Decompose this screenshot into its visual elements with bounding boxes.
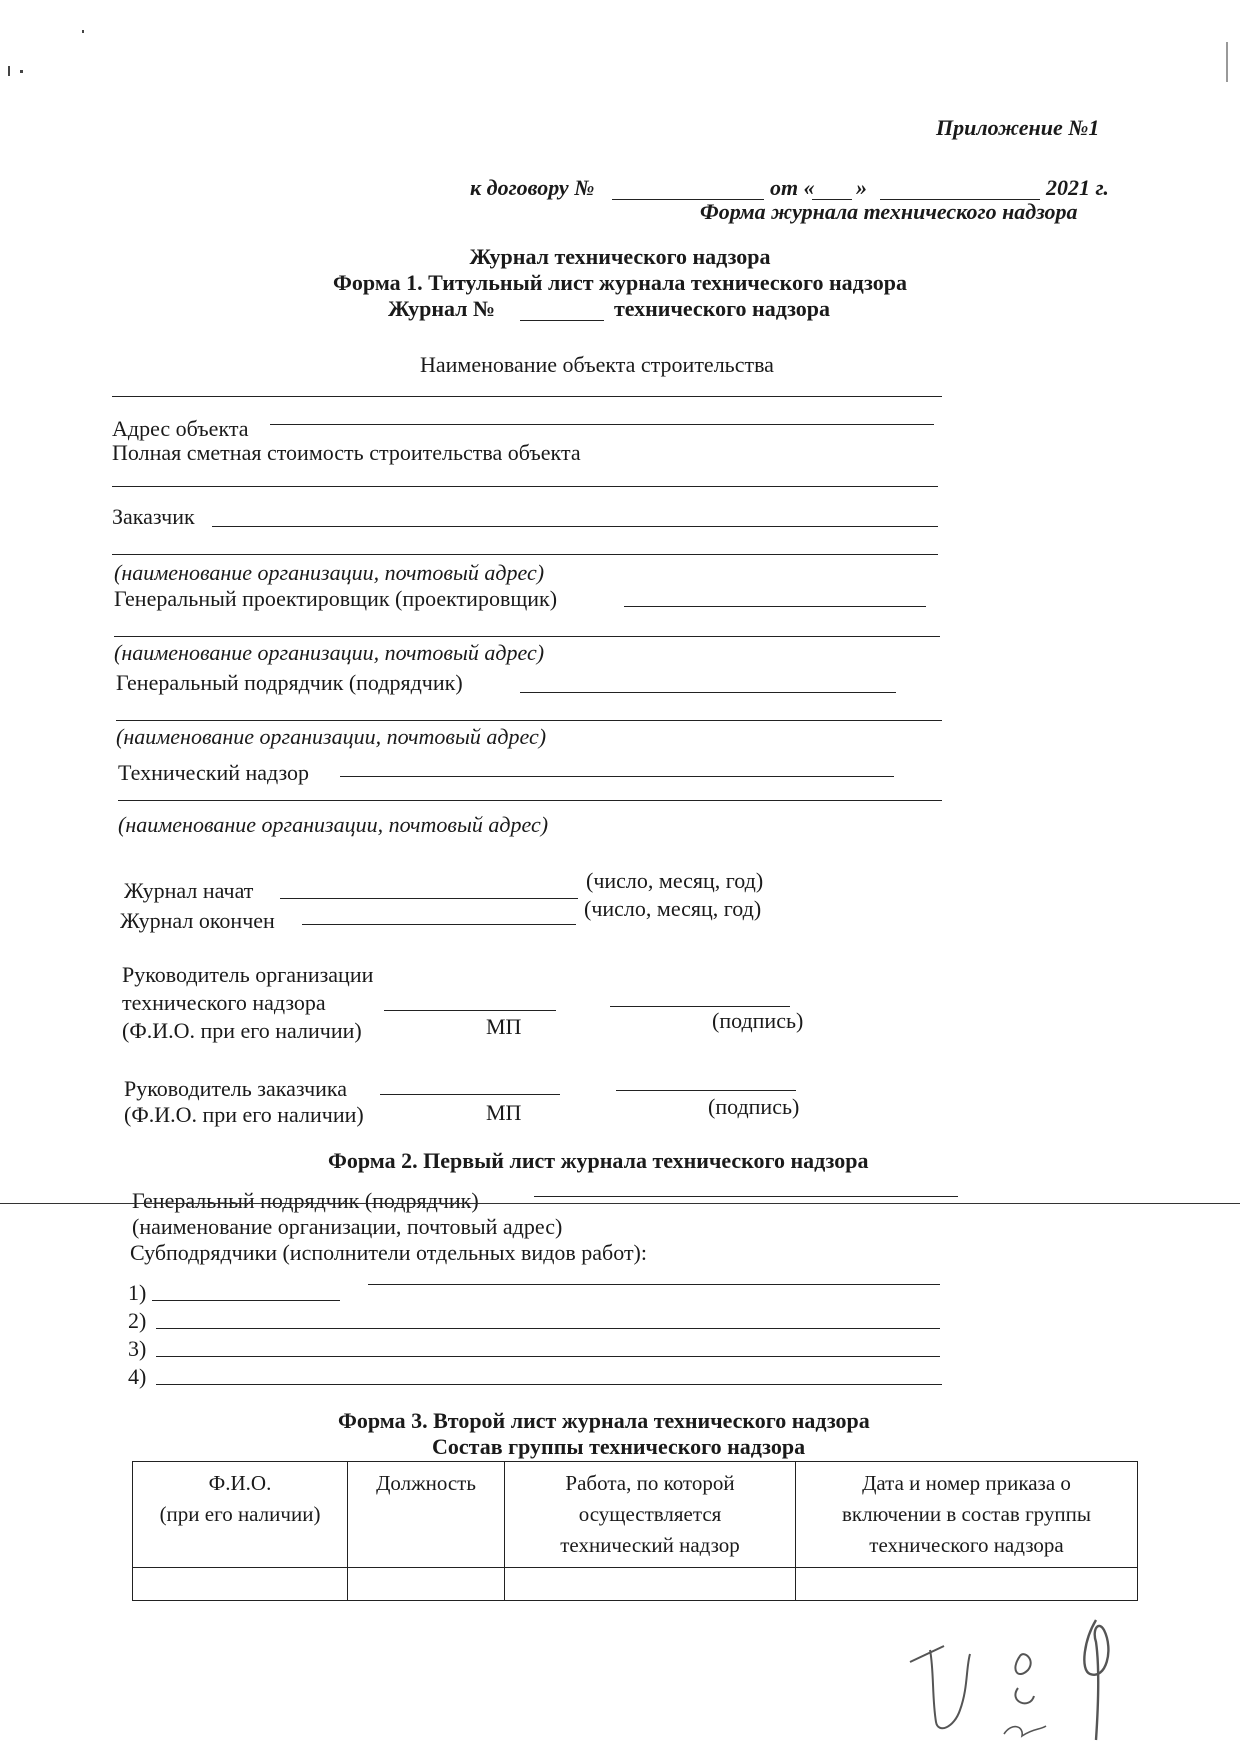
column-header-order: Дата и номер приказа о включении в состав группы технического надзора: [796, 1462, 1138, 1568]
head-org-fio-hint: (Ф.И.О. при его наличии): [122, 1018, 362, 1043]
journal-started-date-hint: (число, месяц, год): [586, 868, 764, 893]
estimate-label: Полная сметная стоимость строительства объекта: [112, 440, 581, 465]
table-row: [133, 1568, 1138, 1601]
contractor-org-hint: (наименование организации, почтовый адрес): [116, 724, 547, 749]
table-cell: [348, 1568, 505, 1601]
object-name-label: Наименование объекта строительства: [420, 352, 774, 377]
contract-prefix: к договору №: [470, 175, 595, 200]
column-header-work: Работа, по которой осуществляется технический надзор: [505, 1462, 796, 1568]
head-org-signature-line: [610, 1006, 790, 1007]
estimate-line: [112, 486, 938, 487]
head-customer-label: Руководитель заказчика: [124, 1076, 348, 1101]
scan-speck: [20, 70, 23, 73]
scan-fold-line: [0, 1203, 1240, 1204]
contract-quote-close: »: [856, 175, 867, 200]
form2-org-hint: (наименование организации, почтовый адрес): [132, 1214, 563, 1239]
contractor-line: [520, 692, 896, 693]
table-cell: [133, 1568, 348, 1601]
customer-line-2: [112, 554, 938, 555]
subcontractor-line-1a: [152, 1300, 340, 1301]
subcontractors-label: Субподрядчики (исполнители отдельных видов работ):: [130, 1240, 647, 1265]
designer-org-hint: (наименование организации, почтовый адрес): [114, 640, 545, 665]
supervision-label: Технический надзор: [118, 760, 310, 785]
head-customer-signature-hint: (подпись): [708, 1094, 800, 1119]
subcontractor-item-2: 2): [128, 1308, 147, 1333]
subcontractor-item-4: 4): [128, 1364, 147, 1389]
subcontractor-line-3: [156, 1356, 940, 1357]
head-org-signature-hint: (подпись): [712, 1008, 804, 1033]
journal-finished-line: [302, 924, 576, 925]
head-org-fio-line: [384, 1010, 556, 1011]
table-header-row: [133, 1462, 1138, 1568]
head-org-label-2: технического надзора: [122, 990, 326, 1015]
customer-org-hint: (наименование организации, почтовый адрес): [114, 560, 545, 585]
supervision-group-table: [132, 1461, 1138, 1601]
head-customer-fio-hint: (Ф.И.О. при его наличии): [124, 1102, 364, 1127]
journal-finished-date-hint: (число, месяц, год): [584, 896, 762, 921]
journal-title: Журнал технического надзора: [469, 244, 771, 269]
scan-speck: [8, 66, 10, 76]
form2-contractor-label: Генеральный подрядчик (подрядчик): [132, 1188, 479, 1213]
column-header-position: Должность: [348, 1462, 505, 1568]
journal-number-prefix: Журнал №: [388, 296, 496, 321]
contract-from: от «: [770, 175, 815, 200]
supervision-line-2: [118, 800, 942, 801]
journal-number-suffix: технического надзора: [614, 296, 831, 321]
supervision-line: [340, 776, 894, 777]
designer-label: Генеральный проектировщик (проектировщик): [114, 586, 558, 611]
scan-speck: [82, 30, 84, 33]
designer-line-2: [114, 636, 940, 637]
form3-title: Форма 3. Второй лист журнала технического надзора: [338, 1408, 870, 1433]
head-org-label-1: Руководитель организации: [122, 962, 374, 987]
journal-number-line: [520, 320, 604, 321]
subcontractor-item-3: 3): [128, 1336, 147, 1361]
address-label: Адрес объекта: [112, 416, 249, 441]
form3-subtitle: Состав группы технического надзора: [432, 1434, 806, 1459]
subcontractor-line-2: [156, 1328, 940, 1329]
form2-title: Форма 2. Первый лист журнала технического надзора: [328, 1148, 869, 1173]
subcontractor-item-1: 1): [128, 1280, 147, 1305]
object-name-line: [112, 396, 942, 397]
contractor-label: Генеральный подрядчик (подрядчик): [116, 670, 463, 695]
subcontractor-line-4: [156, 1384, 942, 1385]
head-customer-stamp: МП: [486, 1100, 522, 1125]
form2-contractor-line: [534, 1196, 958, 1197]
scan-speck: [1226, 42, 1228, 82]
table-cell: [796, 1568, 1138, 1601]
journal-started-line: [280, 898, 578, 899]
appendix-label: Приложение №1: [936, 115, 1100, 140]
head-org-stamp: МП: [486, 1014, 522, 1039]
contract-year: 2021 г.: [1046, 175, 1109, 200]
supervision-org-hint: (наименование организации, почтовый адрес): [118, 812, 549, 837]
journal-finished-label: Журнал окончен: [120, 908, 275, 933]
form-caption: Форма журнала технического надзора: [700, 199, 1078, 224]
head-customer-signature-line: [616, 1090, 796, 1091]
customer-line: [212, 526, 938, 527]
form1-title: Форма 1. Титульный лист журнала технического надзора: [333, 270, 907, 295]
contractor-line-2: [116, 720, 942, 721]
customer-label: Заказчик: [112, 504, 195, 529]
head-customer-fio-line: [380, 1094, 560, 1095]
subcontractor-line-1b: [368, 1284, 940, 1285]
address-line-top: [270, 424, 934, 425]
column-header-fio: Ф.И.О. (при его наличии): [133, 1462, 348, 1568]
handwritten-signature: [900, 1610, 1140, 1750]
table-cell: [505, 1568, 796, 1601]
journal-started-label: Журнал начат: [124, 878, 254, 903]
designer-line: [624, 606, 926, 607]
